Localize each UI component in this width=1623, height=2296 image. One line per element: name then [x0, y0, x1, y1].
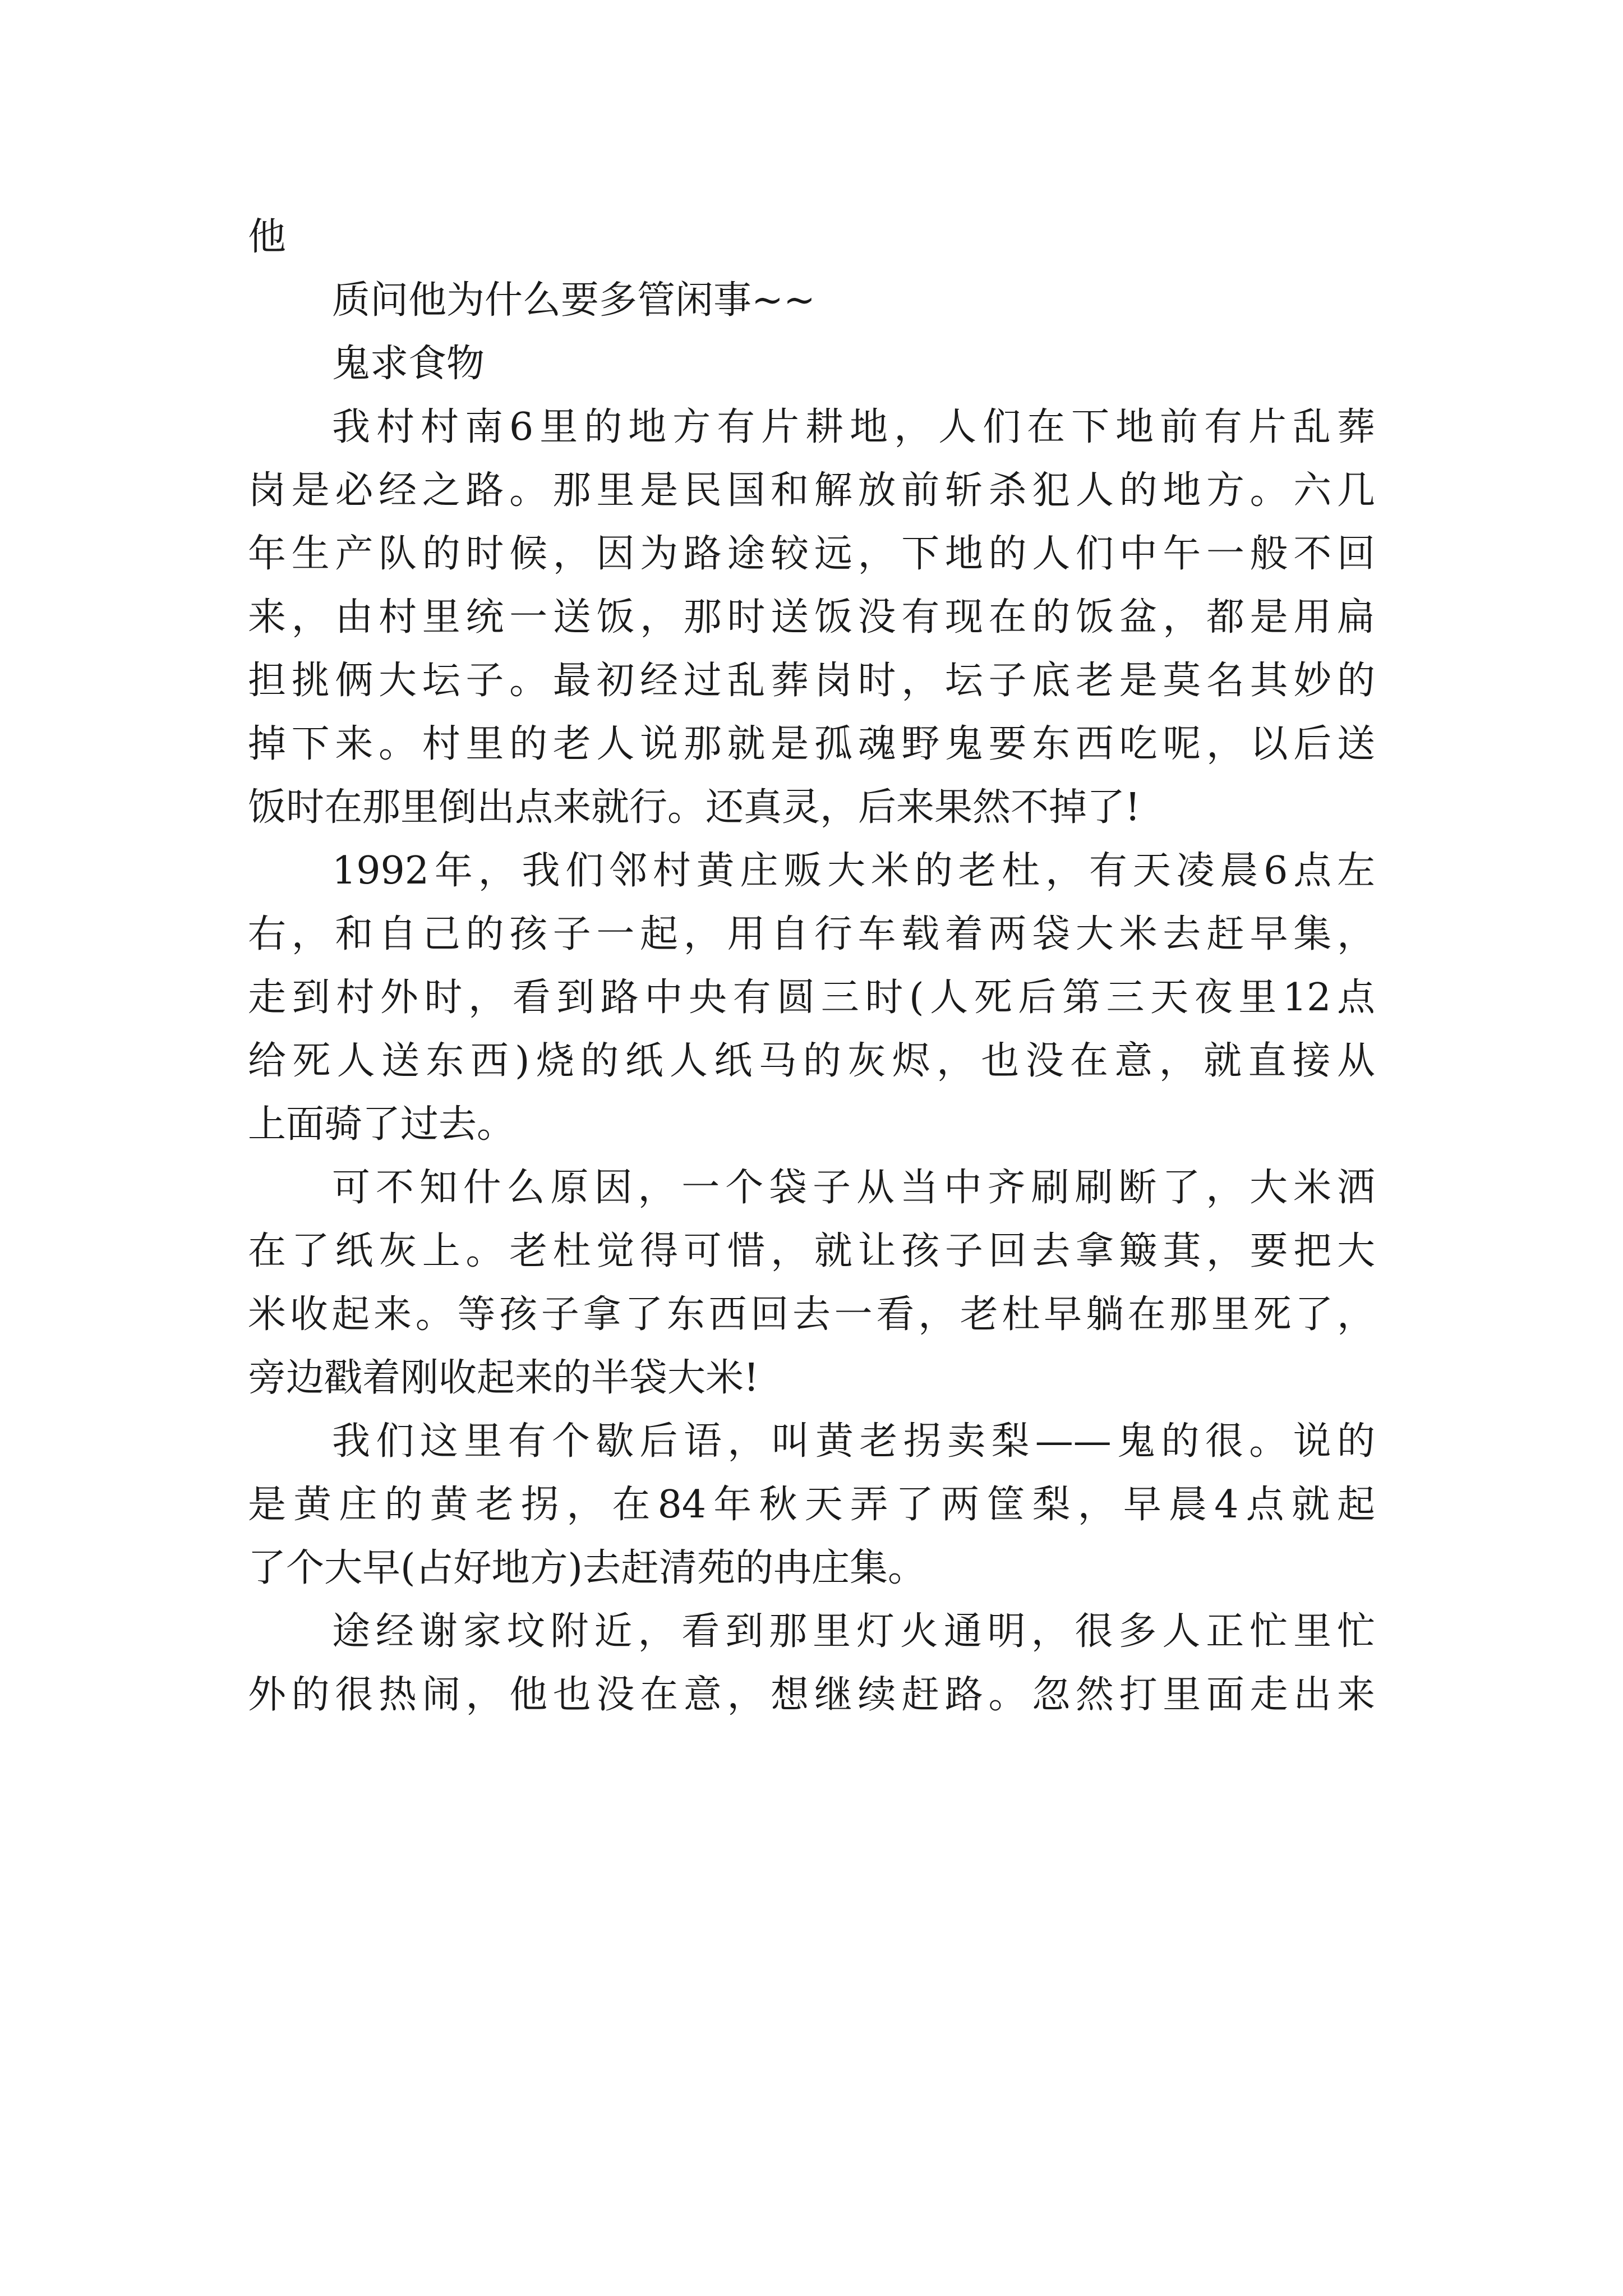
- text-line: 途经谢家坟附近，看到那里灯火通明，很多人正忙里忙: [332, 1609, 1375, 1654]
- text-line: 走到村外时，看到路中央有圆三时(人死后第三天夜里12点: [248, 976, 1375, 1020]
- text-line: 了个大早(占好地方)去赶清苑的冉庄集。: [248, 1546, 926, 1590]
- text-line: 在了纸灰上。老杜觉得可惜，就让孩子回去拿簸萁，要把大: [248, 1229, 1375, 1273]
- text-line: 是黄庄的黄老拐，在84年秋天弄了两筐梨，早晨4点就起: [248, 1483, 1375, 1527]
- text-line: 米收起来。等孩子拿了东西回去一看，老杜早躺在那里死了，: [248, 1292, 1375, 1337]
- text-line: 鬼求食物: [332, 342, 485, 386]
- text-line: 来，由村里统一送饭，那时送饭没有现在的饭盆，都是用扁: [248, 595, 1375, 639]
- body-text: [248, 205, 1375, 1727]
- text-line: 我们这里有个歇后语，叫黄老拐卖梨——鬼的很。说的: [332, 1419, 1375, 1464]
- text-line: 旁边戳着刚收起来的半袋大米!: [248, 1356, 759, 1400]
- text-line: 担挑俩大坛子。最初经过乱葬岗时，坛子底老是莫名其妙的: [248, 659, 1375, 703]
- text-line: 岗是必经之路。那里是民国和解放前斩杀犯人的地方。六几: [248, 468, 1375, 513]
- text-line: 外的很热闹，他也没在意，想继续赶路。忽然打里面走出来: [248, 1673, 1375, 1717]
- text-line: 上面骑了过去。: [248, 1102, 515, 1147]
- text-line: 可不知什么原因，一个袋子从当中齐刷刷断了，大米洒: [332, 1166, 1375, 1210]
- text-line: 我村村南6里的地方有片耕地，人们在下地前有片乱葬: [332, 405, 1375, 449]
- text-line: 饭时在那里倒出点来就行。还真灵，后来果然不掉了!: [248, 785, 1141, 830]
- text-line: 1992年，我们邻村黄庄贩大米的老杜，有天凌晨6点左: [332, 849, 1375, 893]
- text-line: 掉下来。村里的老人说那就是孤魂野鬼要东西吃呢，以后送: [248, 722, 1375, 766]
- text-line: 给死人送东西)烧的纸人纸马的灰烬，也没在意，就直接从: [248, 1039, 1375, 1083]
- text-line: 右，和自己的孩子一起，用自行车载着两袋大米去赶早集，: [248, 912, 1375, 956]
- text-line: 年生产队的时候，因为路途较远，下地的人们中午一般不回: [248, 532, 1375, 576]
- text-line: 质问他为什么要多管闲事~~: [332, 278, 815, 323]
- text-line: 他: [248, 215, 287, 259]
